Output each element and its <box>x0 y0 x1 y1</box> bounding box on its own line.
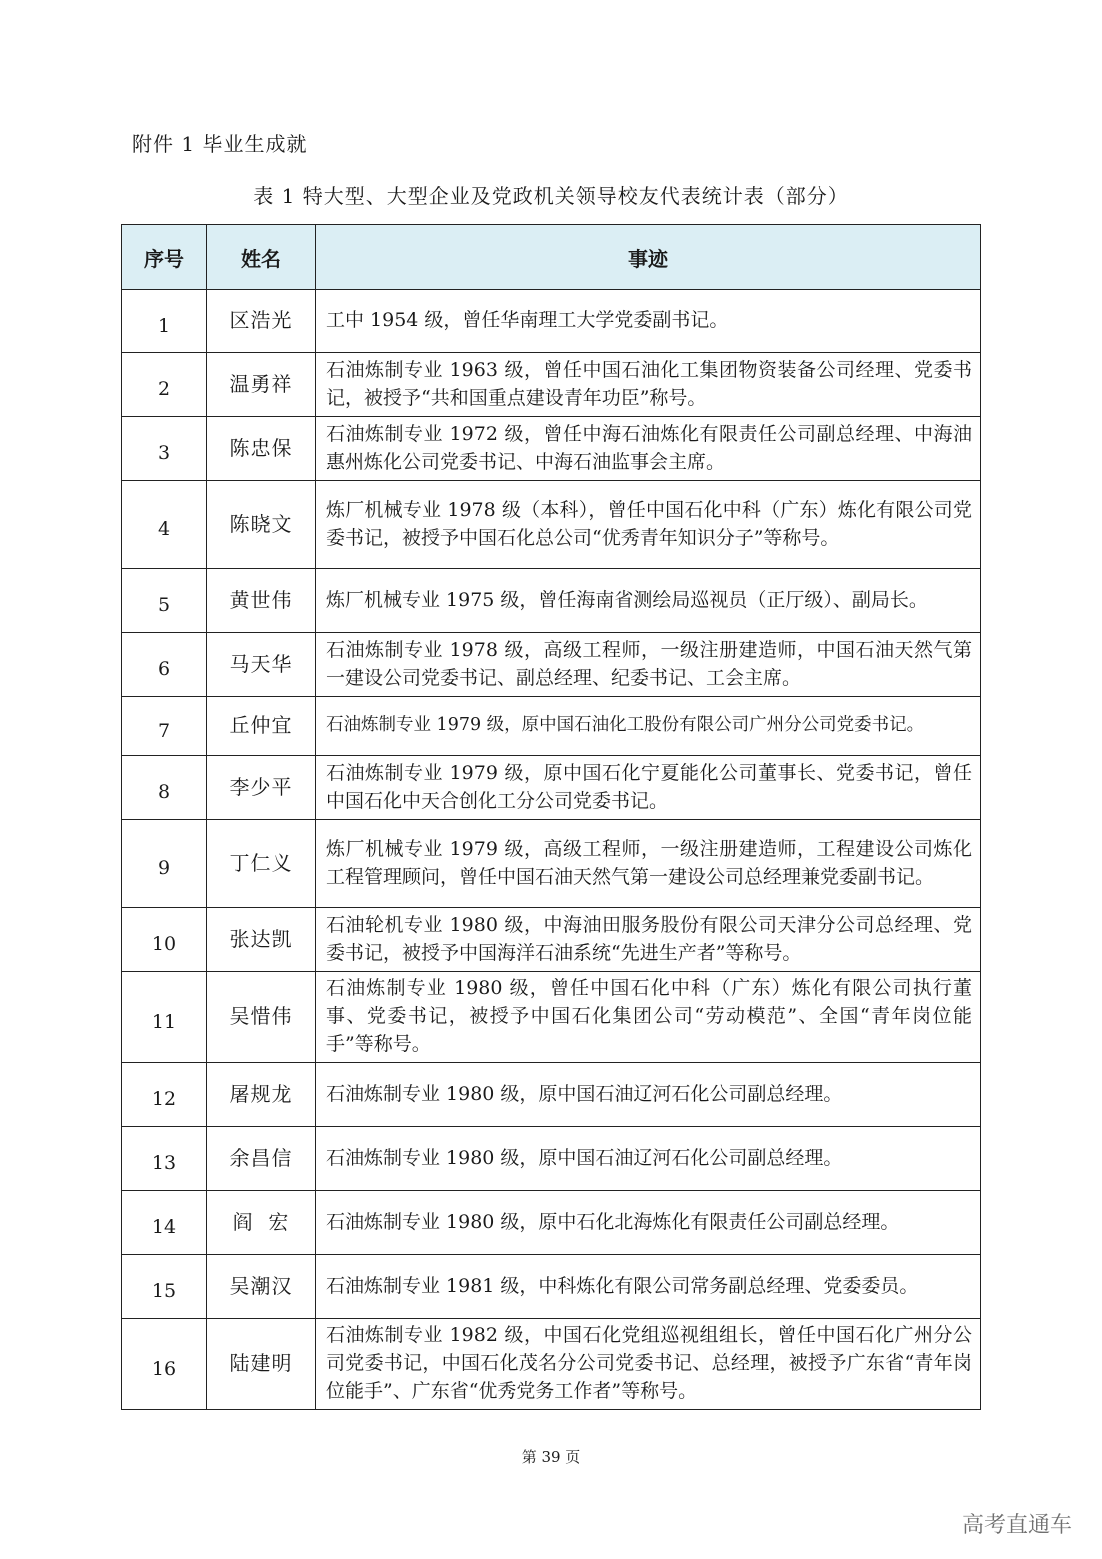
table-caption: 表 1 特大型、大型企业及党政机关领导校友代表统计表（部分） <box>253 184 849 208</box>
row-name: 陈晓文 <box>207 481 316 569</box>
row-number: 8 <box>122 756 207 820</box>
row-deed: 石油炼制专业 1981 级，中科炼化有限公司常务副总经理、党委委员。 <box>316 1255 981 1319</box>
row-deed: 石油炼制专业 1963 级，曾任中国石油化工集团物资装备公司经理、党委书记，被授予“共和国重点建设青年功臣”称号。 <box>316 353 981 417</box>
row-deed: 石油炼制专业 1982 级，中国石化党组巡视组组长，曾任中国石化广州分公司党委书记，中国石化茂名分公司党委书记、总经理，被授予广东省“青年岗位能手”、广东省“优秀党务工作者”等称号。 <box>316 1319 981 1410</box>
row-number: 2 <box>122 353 207 417</box>
header-deeds: 事迹 <box>316 225 981 290</box>
row-number: 10 <box>122 908 207 972</box>
row-name: 马天华 <box>207 633 316 697</box>
table-row <box>122 1319 981 1410</box>
row-deed: 炼厂机械专业 1975 级，曾任海南省测绘局巡视员（正厅级）、副局长。 <box>316 569 981 633</box>
row-name: 屠规龙 <box>207 1063 316 1127</box>
table-row <box>122 756 981 820</box>
row-number: 12 <box>122 1063 207 1127</box>
table-row <box>122 1191 981 1255</box>
page-number: 第 39 页 <box>521 1448 581 1466</box>
row-name: 丘仲宜 <box>207 697 316 756</box>
row-number: 7 <box>122 697 207 756</box>
row-number: 11 <box>122 972 207 1063</box>
table-row <box>122 417 981 481</box>
row-number: 4 <box>122 481 207 569</box>
header-number: 序号 <box>122 225 207 290</box>
table-row <box>122 481 981 569</box>
row-name: 李少平 <box>207 756 316 820</box>
row-deed: 石油炼制专业 1972 级，曾任中海石油炼化有限责任公司副总经理、中海油惠州炼化公司党委书记、中海石油监事会主席。 <box>316 417 981 481</box>
row-number: 6 <box>122 633 207 697</box>
watermark-text: 高考直通车 <box>961 1513 1072 1538</box>
row-name: 陈忠保 <box>207 417 316 481</box>
table-row <box>122 1063 981 1127</box>
row-deed: 石油炼制专业 1980 级，原中石化北海炼化有限责任公司副总经理。 <box>316 1191 981 1255</box>
table-row <box>122 633 981 697</box>
row-name: 区浩光 <box>207 290 316 353</box>
alumni-table <box>121 224 981 1410</box>
row-deed: 工中 1954 级，曾任华南理工大学党委副书记。 <box>316 290 981 353</box>
table-row <box>122 820 981 908</box>
table-row <box>122 290 981 353</box>
row-deed: 石油轮机专业 1980 级，中海油田服务股份有限公司天津分公司总经理、党委书记，被授予中国海洋石油系统“先进生产者”等称号。 <box>316 908 981 972</box>
row-name: 阎 宏 <box>207 1191 316 1255</box>
table-header-row <box>122 225 981 290</box>
table-row <box>122 569 981 633</box>
attachment-heading: 附件 1 毕业生成就 <box>132 132 308 156</box>
row-deed: 石油炼制专业 1979 级，原中国石油化工股份有限公司广州分公司党委书记。 <box>316 697 981 756</box>
table-row <box>122 1255 981 1319</box>
row-name: 陆建明 <box>207 1319 316 1410</box>
row-deed: 石油炼制专业 1978 级，高级工程师，一级注册建造师，中国石油天然气第一建设公司党委书记、副总经理、纪委书记、工会主席。 <box>316 633 981 697</box>
table-row <box>122 697 981 756</box>
row-number: 16 <box>122 1319 207 1410</box>
row-name: 丁仁义 <box>207 820 316 908</box>
row-deed: 石油炼制专业 1980 级，原中国石油辽河石化公司副总经理。 <box>316 1063 981 1127</box>
row-name: 吴惜伟 <box>207 972 316 1063</box>
row-deed: 石油炼制专业 1979 级，原中国石化宁夏能化公司董事长、党委书记，曾任中国石化中天合创化工分公司党委书记。 <box>316 756 981 820</box>
row-name: 吴潮汉 <box>207 1255 316 1319</box>
table-row <box>122 353 981 417</box>
row-name: 张达凯 <box>207 908 316 972</box>
table-row <box>122 1127 981 1191</box>
row-deed: 石油炼制专业 1980 级，曾任中国石化中科（广东）炼化有限公司执行董事、党委书记，被授予中国石化集团公司“劳动模范”、全国“青年岗位能手”等称号。 <box>316 972 981 1063</box>
row-name: 余昌信 <box>207 1127 316 1191</box>
row-number: 1 <box>122 290 207 353</box>
row-deed: 炼厂机械专业 1979 级，高级工程师，一级注册建造师，工程建设公司炼化工程管理顾问，曾任中国石油天然气第一建设公司总经理兼党委副书记。 <box>316 820 981 908</box>
row-name: 黄世伟 <box>207 569 316 633</box>
row-deed: 炼厂机械专业 1978 级（本科），曾任中国石化中科（广东）炼化有限公司党委书记，被授予中国石化总公司“优秀青年知识分子”等称号。 <box>316 481 981 569</box>
row-number: 3 <box>122 417 207 481</box>
row-number: 9 <box>122 820 207 908</box>
table-row <box>122 972 981 1063</box>
row-number: 13 <box>122 1127 207 1191</box>
row-number: 5 <box>122 569 207 633</box>
header-name: 姓名 <box>207 225 316 290</box>
row-number: 15 <box>122 1255 207 1319</box>
row-number: 14 <box>122 1191 207 1255</box>
table-row <box>122 908 981 972</box>
row-name: 温勇祥 <box>207 353 316 417</box>
row-deed: 石油炼制专业 1980 级，原中国石油辽河石化公司副总经理。 <box>316 1127 981 1191</box>
